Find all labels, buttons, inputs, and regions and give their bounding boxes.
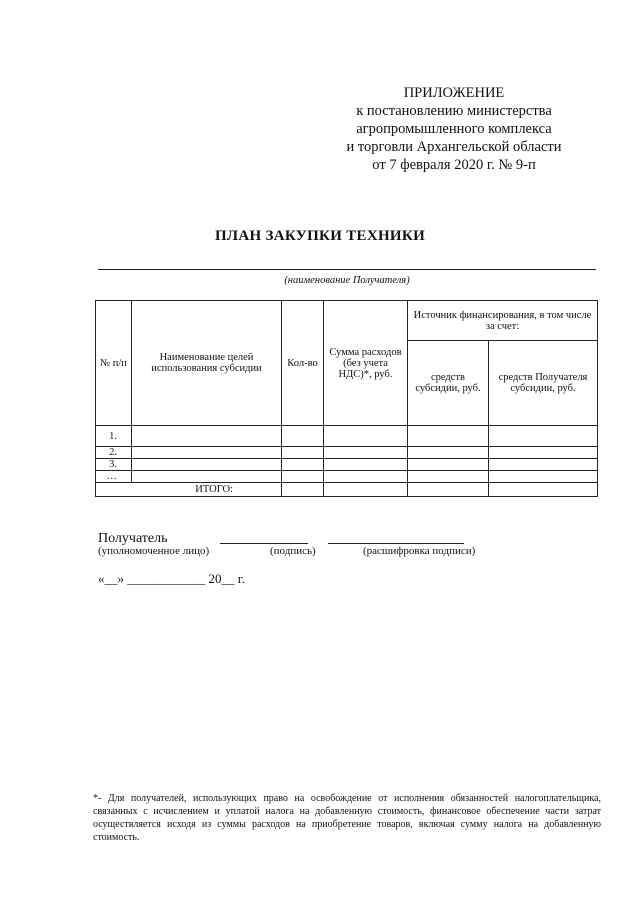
- table-cell: [489, 483, 598, 497]
- table-row: [96, 447, 598, 459]
- total-row: [96, 483, 598, 497]
- date-line: «__» ____________ 20__ г.: [98, 571, 245, 586]
- table-cell: [132, 471, 282, 483]
- row-number: 3.: [96, 459, 132, 471]
- sign-caption: (подпись): [270, 545, 316, 557]
- recipient-name-line: [98, 269, 596, 270]
- header-number: № п/п: [96, 301, 132, 426]
- appendix-line: агропромышленного комплекса: [356, 121, 552, 137]
- header-subsidy: средств субсидии, руб.: [408, 341, 489, 426]
- row-number: 2.: [96, 447, 132, 459]
- header-funding-source: Источник финансирования, в том числе за счет:: [408, 301, 598, 341]
- table-cell: [282, 483, 324, 497]
- table-cell: [324, 471, 408, 483]
- appendix-date: от 7 февраля 2020 г. № 9-п: [372, 157, 536, 173]
- header-quantity: Кол-во: [282, 301, 324, 426]
- table-cell: [408, 459, 489, 471]
- authorized-caption: (уполномоченное лицо): [98, 545, 210, 557]
- header-own-funds: средств Получателя субсидии, руб.: [489, 341, 598, 426]
- appendix-line: и торговли Архангельской области: [346, 139, 562, 155]
- table-cell: [489, 471, 598, 483]
- row-number: …: [96, 471, 132, 483]
- table-row: [96, 426, 598, 447]
- table-cell: [282, 459, 324, 471]
- table-cell: [408, 471, 489, 483]
- appendix-block: [324, 84, 584, 174]
- appendix-heading: ПРИЛОЖЕНИЕ: [403, 85, 505, 101]
- table-cell: [489, 426, 598, 447]
- table-cell: [408, 426, 489, 447]
- purchase-plan-table: [95, 300, 598, 497]
- table-cell: [132, 426, 282, 447]
- appendix-line: к постановлению министерства: [356, 103, 552, 119]
- table-cell: [324, 459, 408, 471]
- signature-captions: [98, 545, 518, 559]
- table-cell: [132, 447, 282, 459]
- total-label: ИТОГО:: [96, 483, 282, 497]
- recipient-caption: (наименование Получателя): [284, 275, 410, 286]
- signature-label: Получатель: [98, 531, 168, 546]
- signature-decode-line: [328, 543, 464, 544]
- table-cell: [324, 426, 408, 447]
- decode-caption: (расшифровка подписи): [363, 545, 476, 557]
- table-row: [96, 459, 598, 471]
- footnote: *- Для получателей, использующих право на освобождение от исполнения обязанностей налогоплательщика, связанных с исчислением и уплатой налога на добавленную стоимость, финансовое обеспечение части затрат осуществляется исходя из суммы расходов на приобретение товаров, включая сумму налога на добавленную стоимость.: [93, 793, 601, 843]
- table-row: [96, 471, 598, 483]
- header-sum: Сумма расходов (без учета НДС)*, руб.: [324, 301, 408, 426]
- row-number: 1.: [96, 426, 132, 447]
- table-cell: [408, 483, 489, 497]
- table-cell: [489, 447, 598, 459]
- table-cell: [282, 426, 324, 447]
- signature-line: [220, 543, 308, 544]
- table-cell: [324, 447, 408, 459]
- document-title: ПЛАН ЗАКУПКИ ТЕХНИКИ: [214, 228, 426, 244]
- table-cell: [489, 459, 598, 471]
- table-cell: [408, 447, 489, 459]
- table-cell: [324, 483, 408, 497]
- table-cell: [132, 459, 282, 471]
- table-cell: [282, 447, 324, 459]
- table-cell: [282, 471, 324, 483]
- header-purpose: Наименование целей использования субсидии: [132, 301, 282, 426]
